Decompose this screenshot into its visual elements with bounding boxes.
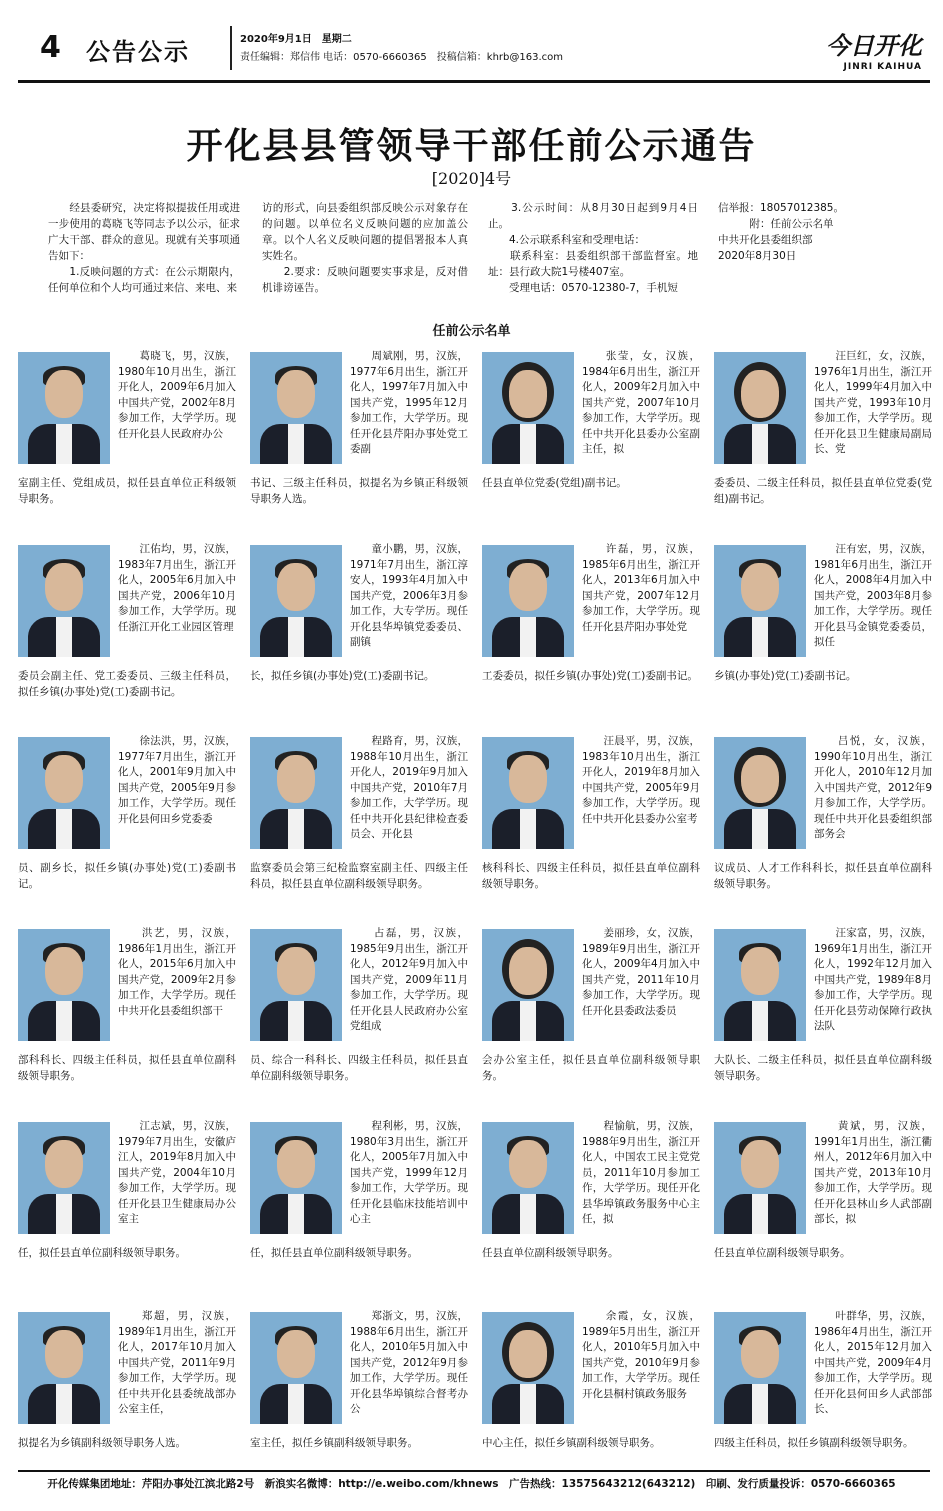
portrait-photo — [714, 737, 806, 849]
portrait-photo — [18, 1122, 110, 1234]
candidate-grid — [18, 345, 930, 1465]
candidate-bio: 程愉航，男，汉族，1988年9月出生，浙江开化人，中国农工民主党党员，2011年10月参加工作，大学学历。现任开化县华埠镇政务服务中心主任，拟 — [582, 1120, 700, 1225]
candidate-bio: 汪家富，男，汉族，1969年1月出生，浙江开化人，1992年12月加入中国共产党，1989年8月参加工作，大学学历。现任开化县劳动保障行政执法队 — [814, 927, 932, 1032]
intro-column-2: 访的形式，向县委组织部反映公示对象存在的问题。以单位名义反映问题的应加盖公章。以个人名义反映问题的提倡署报本人真实姓名。 2.要求：反映问题要实事求是，反对借机诽谤诬告。 — [262, 202, 468, 294]
portrait-photo — [714, 1122, 806, 1234]
candidate-bio: 叶群华，男，汉族，1986年4月出生，浙江开化人，2015年12月加入中国共产党，2009年4月参加工作，大学学历。现任开化县何田乡人武部部长、 — [814, 1310, 932, 1415]
section-title: 公告公示 — [86, 38, 190, 66]
footer-rule — [18, 1470, 930, 1472]
portrait-photo — [482, 545, 574, 657]
candidate-card — [18, 730, 236, 913]
candidate-appointment: 室副主任、党组成员，拟任县直单位正科级领导职务。 — [18, 477, 236, 505]
candidate-bio: 汪晨平，男，汉族，1983年10月出生，浙江开化人，2019年8月加入中国共产党，2005年9月参加工作，大学学历。现任中共开化县委办公室考 — [582, 735, 700, 825]
candidate-appointment: 员、副乡长，拟任乡镇(办事处)党(工)委副书记。 — [18, 862, 236, 890]
candidate-bio: 吕悦，女，汉族，1990年10月出生，浙江开化人，2010年12月加入中国共产党，2012年9月参加工作，大学学历。现任中共开化县委组织部部务会 — [814, 735, 932, 840]
candidate-appointment: 监察委员会第三纪检监察室副主任、四级主任科员，拟任县直单位副科级领导职务。 — [250, 862, 468, 890]
portrait-photo — [250, 929, 342, 1041]
candidate-bio: 程利彬，男，汉族，1980年3月出生，浙江开化人，2005年7月加入中国共产党，1999年12月参加工作，大学学历。现任开化县临床技能培训中心主 — [350, 1120, 468, 1225]
portrait-photo — [714, 352, 806, 464]
footer-info: 开化传媒集团地址：芹阳办事处江滨北路2号 新浪实名微博：http://e.weibo.com/khnews 广告热线：13575643212(643212) 印刷、发行质量投诉：0570-6660365 — [47, 1478, 896, 1490]
candidate-appointment: 核科科长、四级主任科员，拟任县直单位副科级领导职务。 — [482, 862, 700, 890]
candidate-card — [250, 1115, 468, 1298]
candidate-appointment: 任县直单位副科级领导职务。 — [482, 1247, 619, 1259]
portrait-photo — [250, 545, 342, 657]
header-divider — [230, 26, 232, 70]
candidate-bio: 张莹，女，汉族，1984年6月出生，浙江开化人，2009年2月加入中国共产党，2007年10月参加工作，大学学历。现任中共开化县委办公室副主任，拟 — [582, 350, 700, 455]
candidate-bio: 葛晓飞，男，汉族，1980年10月出生，浙江开化人，2009年6月加入中国共产党，2002年8月参加工作，大学学历。现任开化县人民政府办公 — [118, 350, 236, 440]
notice-title: 开化县县管领导干部任前公示通告 — [186, 126, 757, 167]
candidate-appointment: 委员会副主任、党工委委员、三级主任科员，拟任乡镇(办事处)党(工)委副书记。 — [18, 670, 236, 698]
candidate-appointment: 大队长、二级主任科员，拟任县直单位副科级领导职务。 — [714, 1054, 932, 1082]
newspaper-logo: 今日开化 — [826, 31, 922, 60]
portrait-photo — [482, 352, 574, 464]
candidate-appointment: 拟提名为乡镇副科级领导职务人选。 — [18, 1437, 186, 1449]
candidate-bio: 余霞，女，汉族，1989年5月出生，浙江开化人，2010年5月加入中国共产党，2010年9月参加工作，大学学历。现任开化县桐村镇政务服务 — [582, 1310, 700, 1400]
candidate-bio: 汪巨红，女，汉族，1976年1月出生，浙江开化人，1999年4月加入中国共产党，1993年10月参加工作，大学学历。现任开化县卫生健康局副局长、党 — [814, 350, 932, 455]
candidate-card — [250, 922, 468, 1105]
candidate-card — [482, 345, 700, 528]
candidate-card — [250, 730, 468, 913]
candidate-appointment: 工委委员，拟任乡镇(办事处)党(工)委副书记。 — [482, 670, 698, 682]
candidate-bio: 郑超，男，汉族，1989年1月出生，浙江开化人，2017年10月加入中国共产党，2011年9月参加工作，大学学历。现任中共开化县委统战部办公室主任， — [118, 1310, 236, 1415]
candidate-bio: 程路育，男，汉族，1988年10月出生，浙江开化人，2019年9月加入中国共产党，2010年7月参加工作，大学学历。现任中共开化县纪律检查委员会、开化县 — [350, 735, 468, 840]
candidate-card — [18, 345, 236, 528]
portrait-photo — [482, 929, 574, 1041]
newspaper-logo-en: JINRI KAIHUA — [843, 62, 922, 72]
candidate-appointment: 书记、三级主任科员，拟提名为乡镇正科级领导职务人选。 — [250, 477, 468, 505]
candidate-bio: 许磊，男，汉族，1985年6月出生，浙江开化人，2013年6月加入中国共产党，2007年12月参加工作，大学学历。现任开化县芹阳办事处党 — [582, 543, 700, 633]
document-number: [2020]4号 — [431, 169, 512, 188]
candidate-bio: 姜丽珍，女，汉族，1989年9月出生，浙江开化人，2009年4月加入中国共产党，2011年10月参加工作，大学学历。现任开化县委政法委员 — [582, 927, 700, 1017]
candidate-card — [482, 1305, 700, 1488]
candidate-bio: 江佑均，男，汉族，1983年7月出生，浙江开化人，2005年6月加入中国共产党，2006年10月参加工作，大学学历。现任浙江开化工业园区管理 — [118, 543, 236, 633]
candidate-card — [482, 1115, 700, 1298]
issue-date: 2020年9月1日 星期二 — [240, 34, 352, 45]
candidate-card — [482, 922, 700, 1105]
candidate-appointment: 员、综合一科科长、四级主任科员，拟任县直单位副科级领导职务。 — [250, 1054, 468, 1082]
candidate-bio: 占磊，男，汉族，1985年9月出生，浙江开化人，2012年9月加入中国共产党，2009年11月参加工作，大学学历。现任开化县人民政府办公室党组成 — [350, 927, 468, 1032]
candidate-appointment: 乡镇(办事处)党(工)委副书记。 — [714, 670, 857, 682]
candidate-bio: 江志斌，男，汉族，1979年7月出生，安徽庐江人，2019年8月加入中国共产党，2004年10月参加工作，大学学历。现任开化县卫生健康局办公室主 — [118, 1120, 236, 1225]
candidate-card — [714, 538, 932, 721]
candidate-card — [482, 538, 700, 721]
candidate-bio: 童小鹏，男，汉族，1971年7月出生，浙江淳安人，1993年4月加入中国共产党，2006年3月参加工作，大专学历。现任开化县华埠镇党委委员、副镇 — [350, 543, 468, 648]
candidate-bio: 汪有宏，男，汉族，1981年6月出生，浙江开化人，2008年4月加入中国共产党，2003年8月参加工作，大学学历。现任开化县马金镇党委委员，拟任 — [814, 543, 932, 648]
portrait-photo — [18, 929, 110, 1041]
candidate-appointment: 任，拟任县直单位副科级领导职务。 — [250, 1247, 418, 1259]
portrait-photo — [250, 1312, 342, 1424]
candidate-card — [18, 1115, 236, 1298]
portrait-photo — [714, 1312, 806, 1424]
portrait-photo — [714, 929, 806, 1041]
candidate-card — [714, 345, 932, 528]
candidate-card — [482, 730, 700, 913]
portrait-photo — [250, 352, 342, 464]
masthead — [18, 18, 930, 74]
intro-column-3: 3.公示时间：从8月30日起到9月4日止。 4.公示联系科室和受理电话： 联系科室：县委组织部干部监督室。地址：县行政大院1号楼407室。 受理电话：0570-12380-7，手机短 — [488, 202, 698, 294]
candidate-bio: 周斌刚，男，汉族，1977年6月出生，浙江开化人，1997年7月加入中国共产党，1995年12月参加工作，大学学历。现任开化县芹阳办事处党工委副 — [350, 350, 468, 455]
candidate-appointment: 长，拟任乡镇(办事处)党(工)委副书记。 — [250, 670, 435, 682]
candidate-bio: 郑浙文，男，汉族，1988年6月出生，浙江开化人，2010年5月加入中国共产党，2012年9月参加工作，大学学历。现任开化县华埠镇综合督考办公 — [350, 1310, 468, 1415]
candidate-card — [714, 730, 932, 913]
portrait-photo — [482, 737, 574, 849]
candidate-card — [714, 1305, 932, 1488]
candidate-appointment: 委委员、二级主任科员，拟任县直单位党委(党组)副书记。 — [714, 477, 932, 505]
portrait-photo — [18, 737, 110, 849]
list-title: 任前公示名单 — [432, 324, 511, 339]
portrait-photo — [250, 737, 342, 849]
candidate-card — [714, 922, 932, 1105]
candidate-appointment: 任县直单位副科级领导职务。 — [714, 1247, 851, 1259]
candidate-appointment: 四级主任科员，拟任乡镇副科级领导职务。 — [714, 1437, 914, 1449]
candidate-card — [18, 1305, 236, 1488]
portrait-photo — [482, 1312, 574, 1424]
candidate-appointment: 议成员、人才工作科科长，拟任县直单位副科级领导职务。 — [714, 862, 932, 890]
candidate-bio: 黄斌，男，汉族，1991年1月出生，浙江衢州人，2012年6月加入中国共产党，2013年10月参加工作，大学学历。现任开化县林山乡人武部副部长，拟 — [814, 1120, 932, 1225]
candidate-card — [18, 922, 236, 1105]
portrait-photo — [18, 352, 110, 464]
portrait-photo — [482, 1122, 574, 1234]
candidate-appointment: 中心主任，拟任乡镇副科级领导职务。 — [482, 1437, 661, 1449]
candidate-appointment: 室主任，拟任乡镇副科级领导职务。 — [250, 1437, 418, 1449]
portrait-photo — [714, 545, 806, 657]
portrait-photo — [18, 545, 110, 657]
intro-column-1: 经县委研究，决定将拟提拔任用或进一步使用的葛晓飞等同志予以公示，征求广大干部、群众的意见。现就有关事项通告如下： 1.反映问题的方式：在公示期限内，任何单位和个人均可通过来信、来电、来 — [48, 202, 240, 294]
candidate-appointment: 任县直单位党委(党组)副书记。 — [482, 477, 627, 489]
candidate-card — [250, 1305, 468, 1488]
candidate-card — [250, 538, 468, 721]
portrait-photo — [250, 1122, 342, 1234]
intro-column-4: 信举报：18057012385。 附：任前公示名单 中共开化县委组织部 2020年8月30日 — [718, 202, 844, 262]
candidate-card — [714, 1115, 932, 1298]
page-number: 4 — [40, 30, 61, 65]
candidate-appointment: 会办公室主任，拟任县直单位副科级领导职务。 — [482, 1054, 700, 1082]
header-rule — [18, 80, 930, 83]
candidate-bio: 徐法洪，男，汉族，1977年7月出生，浙江开化人，2001年9月加入中国共产党，2005年9月参加工作，大学学历。现任开化县何田乡党委委 — [118, 735, 236, 825]
candidate-bio: 洪艺，男，汉族，1986年1月出生，浙江开化人，2015年6月加入中国共产党，2009年2月参加工作，大学学历。现任中共开化县委组织部干 — [118, 927, 236, 1017]
candidate-appointment: 任，拟任县直单位副科级领导职务。 — [18, 1247, 186, 1259]
candidate-appointment: 部科科长、四级主任科员，拟任县直单位副科级领导职务。 — [18, 1054, 236, 1082]
candidate-card — [250, 345, 468, 528]
editor-info: 责任编辑：郑信伟 电话：0570-6660365 投稿信箱：khrb@163.com — [240, 52, 563, 63]
candidate-card — [18, 538, 236, 721]
portrait-photo — [18, 1312, 110, 1424]
